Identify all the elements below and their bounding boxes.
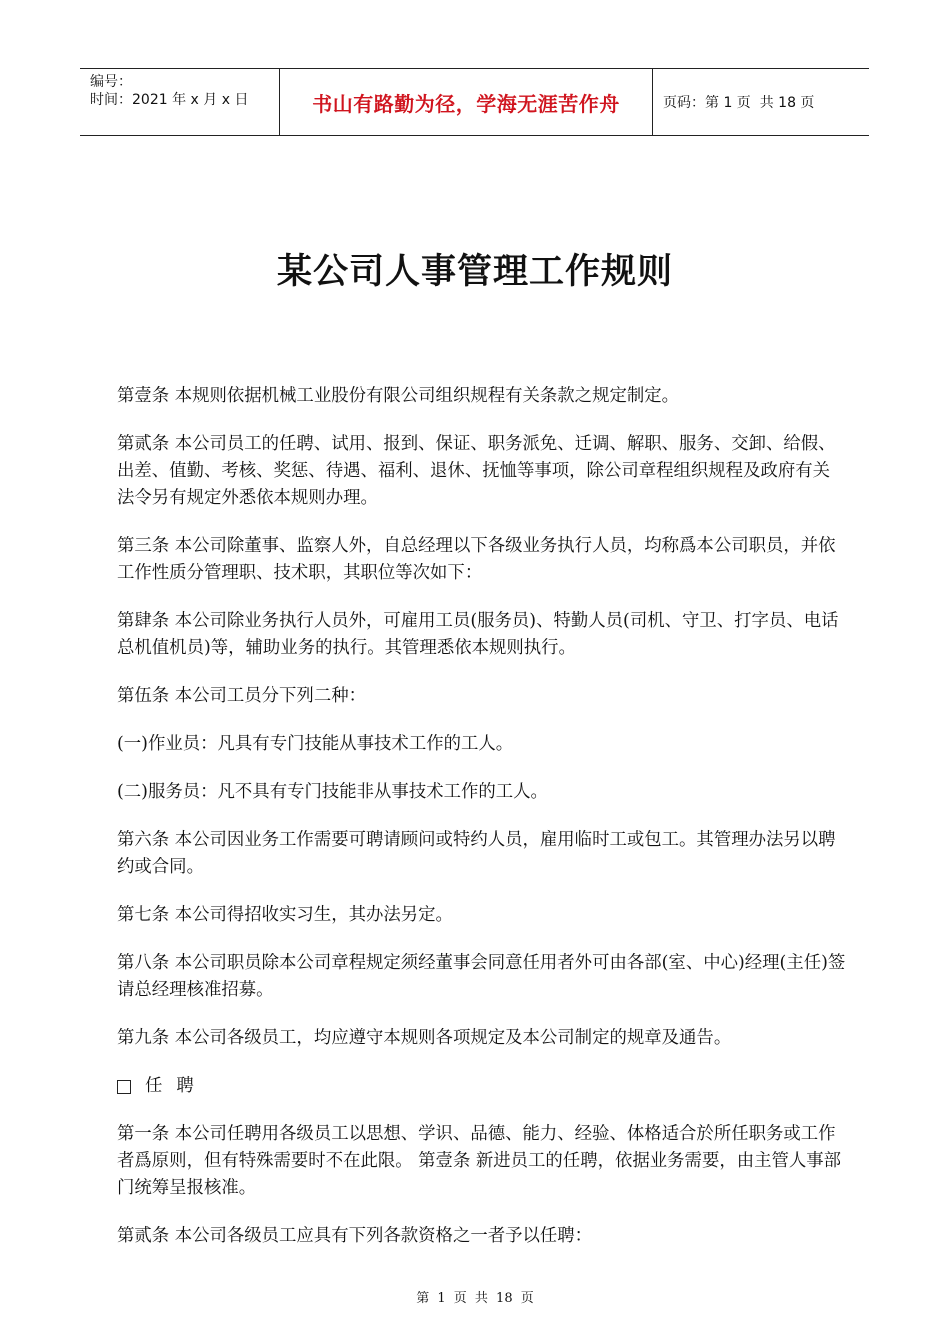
paragraph: 第贰条 本公司员工的任聘、试用、报到、保证、职务派免、迁调、解职、服务、交卸、给假、出差、值勤、考核、奖惩、待遇、福利、退休、抚恤等事项，除公司章程组织规程及政府有关法令另有规定外悉依本规则办理。 bbox=[117, 434, 836, 508]
paragraph: 第肆条 本公司除业务执行人员外，可雇用工员(服务员)、特勤人员(司机、守卫、打字员、电话总机值机员)等，辅助业务的执行。其管理悉依本规则执行。 bbox=[117, 611, 839, 658]
paragraph: 第壹条 本规则依据机械工业股份有限公司组织规程有关条款之规定制定。 bbox=[117, 386, 680, 406]
document-title: 某公司人事管理工作规则 bbox=[276, 252, 673, 292]
motto-text: 书山有路勤为径，学海无涯苦作舟 bbox=[312, 91, 620, 116]
page-footer: 第 1 页 共 18 页 bbox=[416, 1291, 534, 1306]
header-page-cell bbox=[653, 69, 869, 135]
paragraph: (一)作业员：凡具有专门技能从事技术工作的工人。 bbox=[117, 734, 514, 754]
header-meta-cell bbox=[80, 69, 280, 135]
serial-label: 编号： bbox=[90, 74, 132, 90]
document-header bbox=[80, 68, 869, 136]
header-motto-cell bbox=[280, 69, 653, 135]
paragraph: 第七条 本公司得招收实习生，其办法另定。 bbox=[117, 905, 453, 925]
document-body bbox=[117, 383, 847, 1271]
paragraph: 第贰条 本公司各级员工应具有下列各款资格之一者予以任聘： bbox=[117, 1226, 593, 1246]
paragraph: 第三条 本公司除董事、监察人外，自总经理以下各级业务执行人员，均称爲本公司职员，并依工作性质分管理职、技术职，其职位等次如下： bbox=[117, 536, 836, 583]
paragraph: 第伍条 本公司工员分下列二种： bbox=[117, 686, 366, 706]
paragraph: 第一条 本公司任聘用各级员工以思想、学识、品德、能力、经验、体格适合於所任职务或工作者爲原则，但有特殊需要时不在此限。 第壹条 新进员工的任聘，依据业务需要，由主管人事部门统筹呈报核准。 bbox=[117, 1124, 842, 1198]
paragraph: 第八条 本公司职员除本公司章程规定须经董事会同意任用者外可由各部(室、中心)经理(主任)签请总经理核准招募。 bbox=[117, 953, 846, 1000]
section-heading-label: 任聘 bbox=[145, 1076, 208, 1096]
date-label: 时间：2021 年 x 月 x 日 bbox=[90, 92, 249, 108]
paragraph: 第六条 本公司因业务工作需要可聘请顾问或特约人员，雇用临时工或包工。其管理办法另以聘约或合同。 bbox=[117, 830, 836, 877]
section-heading bbox=[117, 1073, 847, 1100]
checkbox-icon bbox=[117, 1080, 131, 1094]
paragraph: (二)服务员：凡不具有专门技能非从事技术工作的工人。 bbox=[117, 782, 548, 802]
page-info: 页码：第 1 页 共 18 页 bbox=[663, 95, 815, 111]
paragraph: 第九条 本公司各级员工，均应遵守本规则各项规定及本公司制定的规章及通告。 bbox=[117, 1028, 732, 1048]
